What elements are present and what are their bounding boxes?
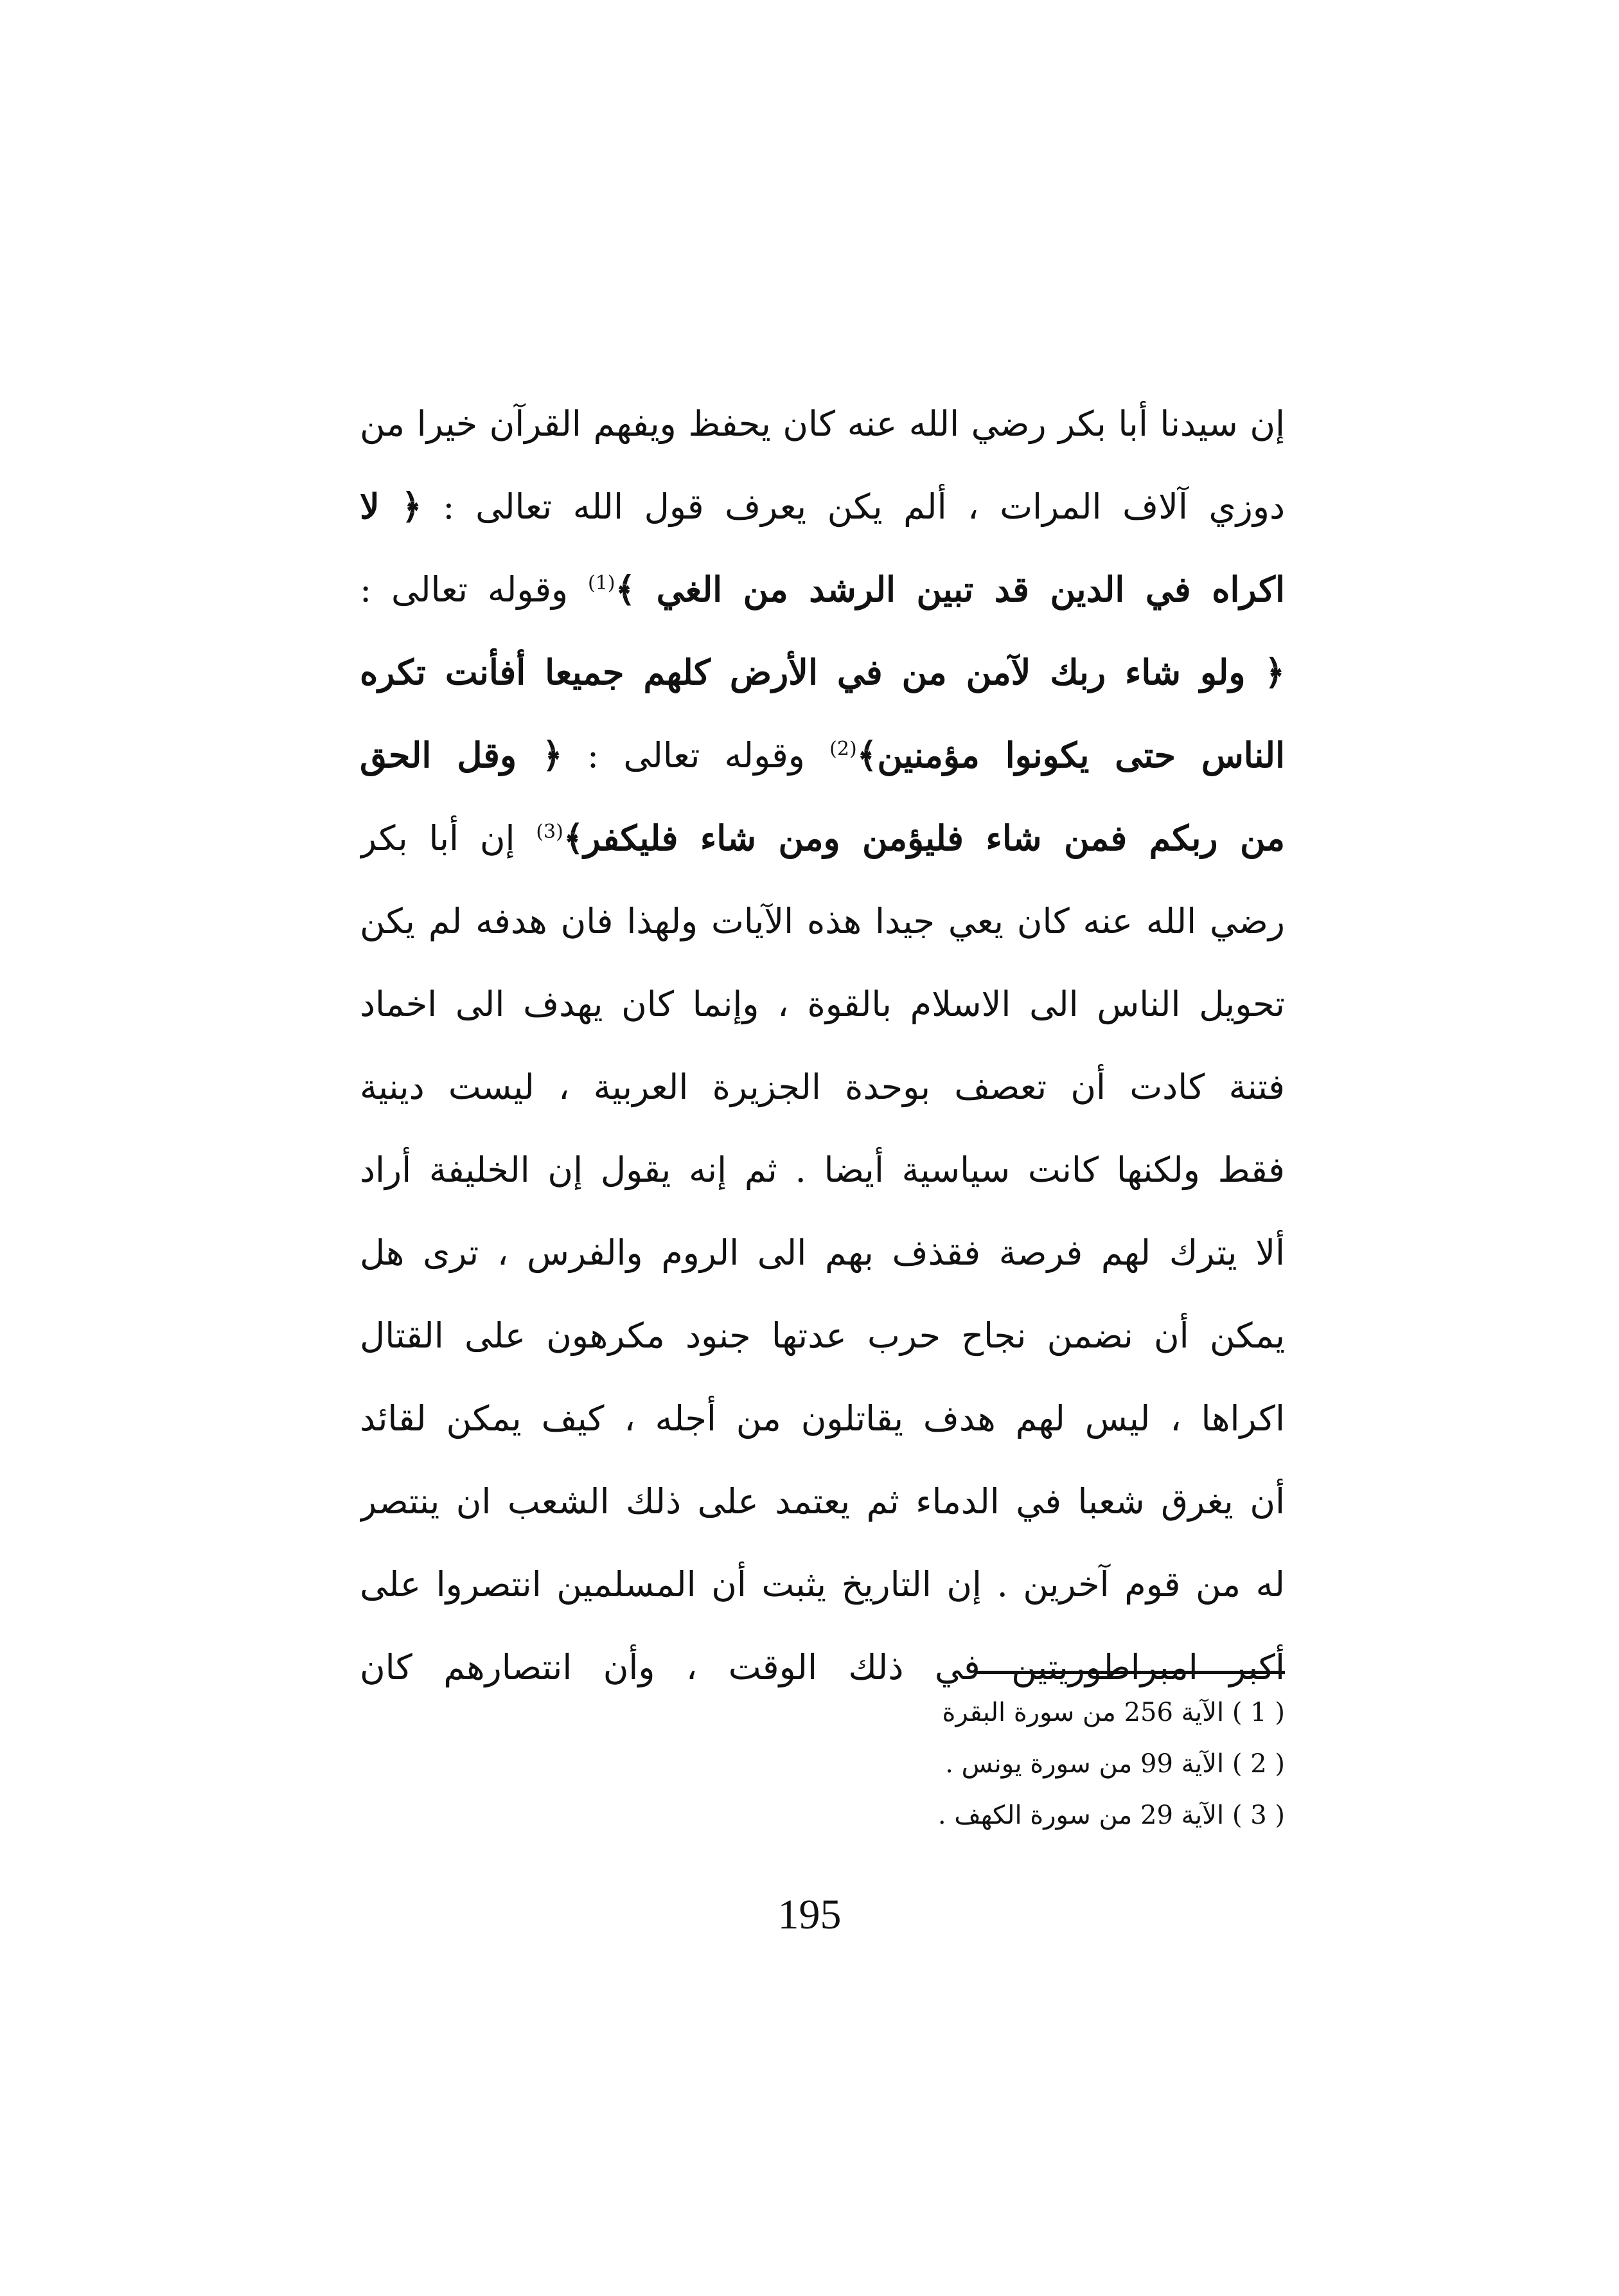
- text-segment: تحويل الناس الى الاسلام بالقوة ، وإنما كان يهدف الى اخماد: [360, 984, 1285, 1024]
- text-segment: فتنة كادت أن تعصف بوحدة الجزيرة العربية ، ليست دينية: [360, 1067, 1285, 1107]
- text-segment: يمكن أن نضمن نجاح حرب عدتها جنود مكرهون على القتال: [360, 1315, 1285, 1356]
- text-line: [360, 963, 1285, 1046]
- quran-verse: ﴿ وقل الحق: [360, 734, 563, 776]
- text-line: [360, 797, 1285, 880]
- text-segment: إن سيدنا أبا بكر رضي الله عنه كان يحفظ ويفهم القرآن خيرا من: [360, 404, 1285, 444]
- text-line: [360, 1377, 1285, 1460]
- text-segment: وقوله تعالى :: [360, 569, 588, 610]
- quran-verse: ﴿ لا: [360, 486, 422, 527]
- text-line: [360, 465, 1285, 548]
- text-segment: ألا يترك لهم فرصة فقذف بهم الى الروم والفرس ، ترى هل: [360, 1233, 1285, 1273]
- page-number: 195: [777, 1891, 842, 1938]
- text-line: [360, 1211, 1285, 1294]
- text-segment: إن أبا بكر: [360, 818, 536, 859]
- text-line: [360, 880, 1285, 963]
- text-line: [360, 1543, 1285, 1626]
- text-line: [360, 1128, 1285, 1211]
- quran-verse: من ربكم فمن شاء فليؤمن ومن شاء فليكفر﴾: [563, 817, 1285, 859]
- footnote-marker: (1): [587, 572, 615, 594]
- text-line: [360, 1460, 1285, 1543]
- text-line: [360, 382, 1285, 465]
- text-segment: اكراها ، ليس لهم هدف يقاتلون من أجله ، كيف يمكن لقائد: [360, 1398, 1285, 1439]
- main-text: [360, 382, 1285, 1709]
- quran-verse: ﴿ ولو شاء ربك لآمن من في الأرض كلهم جميعا أفأنت تكره: [360, 652, 1285, 693]
- text-segment: فقط ولكنها كانت سياسية أيضا . ثم إنه يقول إن الخليفة أراد: [360, 1150, 1285, 1190]
- footnote-2: ( 2 ) الآية 99 من سورة يونس .: [945, 1749, 1285, 1779]
- text-line: [360, 714, 1285, 797]
- text-segment: أكبر امبراطوريتين في ذلك الوقت ، وأن انتصارهم كان: [360, 1647, 1285, 1687]
- footnote-separator: [977, 1671, 1285, 1674]
- text-segment: رضي الله عنه كان يعي جيدا هذه الآيات ولهذا فان هدفه لم يكن: [360, 901, 1285, 941]
- text-segment: وقوله تعالى :: [562, 735, 830, 776]
- text-segment: له من قوم آخرين . إن التاريخ يثبت أن المسلمين انتصروا على: [360, 1564, 1285, 1605]
- footnotes: [707, 1687, 1285, 1841]
- text-segment: أن يغرق شعبا في الدماء ثم يعتمد على ذلك الشعب ان ينتصر: [360, 1481, 1285, 1522]
- footnote-marker: (3): [536, 821, 563, 843]
- footnote-1: ( 1 ) الآية 256 من سورة البقرة: [942, 1698, 1285, 1727]
- text-line: [360, 1294, 1285, 1377]
- text-line: [360, 1046, 1285, 1128]
- text-segment: دوزي آلاف المرات ، ألم يكن يعرف قول الله تعالى :: [421, 486, 1285, 527]
- text-line: [360, 631, 1285, 714]
- quran-verse: الناس حتى يكونوا مؤمنين﴾: [856, 734, 1285, 776]
- quran-verse: اكراه في الدين قد تبين الرشد من الغي ﴾: [615, 569, 1285, 610]
- footnote-marker: (2): [829, 738, 857, 760]
- text-line: [360, 548, 1285, 631]
- footnote-3: ( 3 ) الآية 29 من سورة الكهف .: [937, 1801, 1285, 1830]
